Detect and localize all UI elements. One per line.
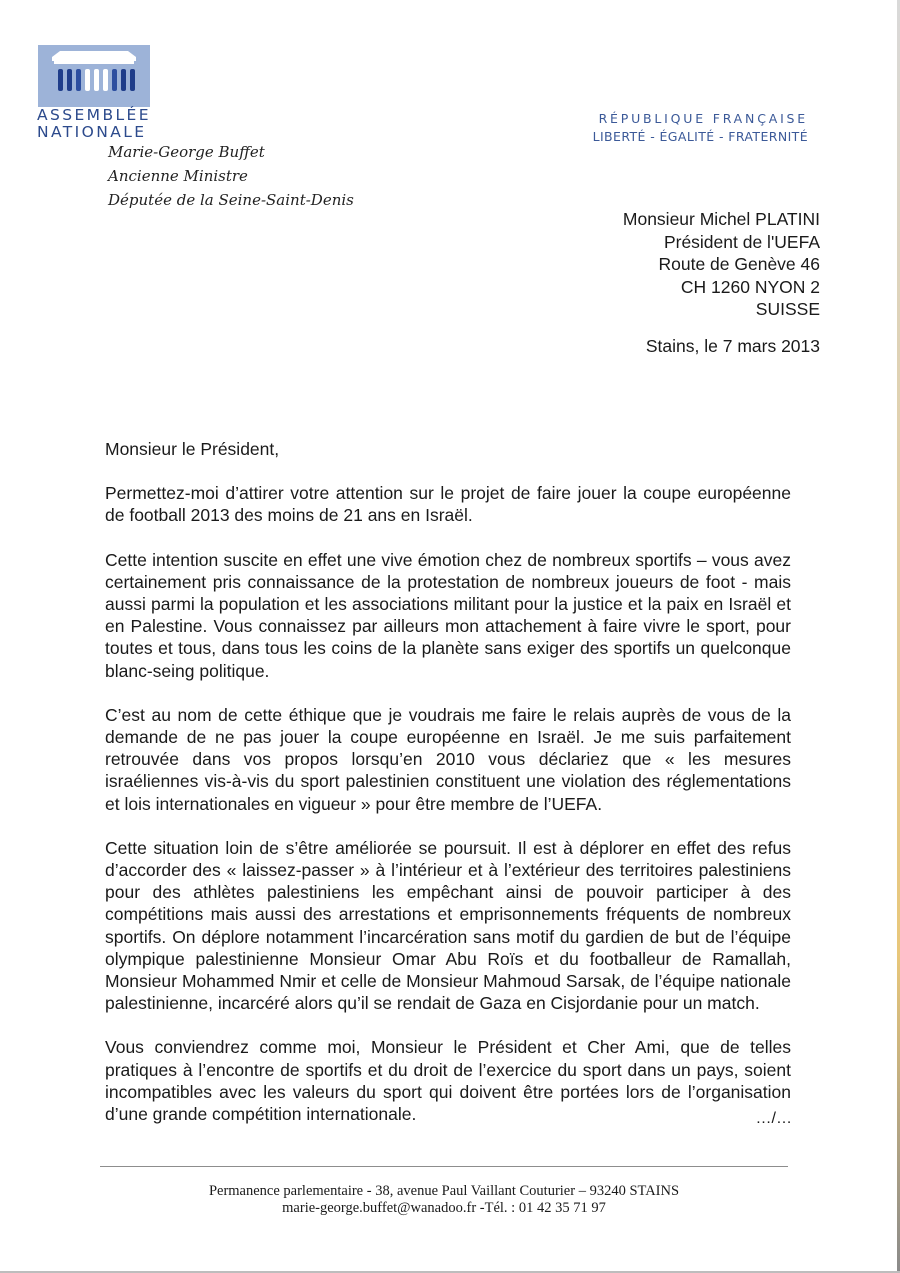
recipient-line: Président de l'UEFA: [663, 231, 820, 252]
continuation-mark: …/…: [755, 1110, 792, 1127]
footer: [100, 1183, 788, 1217]
footer-contact: marie-george.buffet@wanadoo.fr -Tél. : 01 42 35 71 97: [282, 1200, 606, 1216]
letter-date: Stains, le 7 mars 2013: [645, 336, 820, 356]
salutation: Monsieur le Président,: [105, 439, 280, 459]
recipient-line: CH 1260 NYON 2: [680, 276, 820, 297]
republique-francaise-header: [593, 110, 808, 146]
body-paragraph: Cette intention suscite en effet une vive émotion chez de nombreux sportifs – vous avez certainement pris connaissance de la protestation de nombreux joueurs de foot - mais aussi parmi la population et les associations militant pour la justice et la paix en Israël et en Palestine. Vous connaissez par ailleurs mon attachement à faire vivre le sport, pour toutes et tous, dans tous les coins de la planète sans exiger des sportifs un quelconque blanc-seing politique.: [105, 549, 791, 681]
recipient-line: Route de Genève 46: [658, 254, 820, 274]
footer-address: Permanence parlementaire - 38, avenue Paul Vaillant Couturier – 93240 STAINS: [208, 1183, 680, 1199]
recipient-line: Monsieur Michel PLATINI: [622, 209, 820, 229]
body-paragraph: C’est au nom de cette éthique que je voudrais me faire le relais auprès de vous de la demande de ne pas jouer la coupe européenne en Israël. Je me suis parfaitement retrouvée dans vos propos lorsqu’en 2010 vous déclariez que « les mesures israéliennes vis-à-vis du sport palestinien constituent une violation des réglementations et lois internationales en vigueur » pour être membre de l’UEFA.: [105, 704, 791, 814]
sender-block: [108, 140, 354, 212]
body-paragraph: Cette situation loin de s’être améliorée se poursuit. Il est à déplorer en effet des refus d’accorder des « laissez-passer » à l’intérieur et à l’extérieur des territoires palestiniens pour des athlètes palestiniens les empêchant ainsi de pouvoir participer à des compétitions mais aussi des arrestations et emprisonnements fréquents de nombreux sportifs. On déplore notamment l’incarcération sans motif du gardien de but de l’équipe olympique palestinienne Monsieur Omar Abu Roïs et du footballeur de Ramallah, Monsieur Mohammed Nmir et celle de Monsieur Mahmoud Sarsak, de l’équipe nationale palestinienne, incarcéré alors qu’il se rendait de Gaza en Cisjordanie pour un match.: [105, 837, 791, 1014]
letter-body: [105, 438, 791, 1147]
footer-divider: [100, 1166, 788, 1167]
sender-title-former-minister: Ancienne Ministre: [108, 167, 248, 185]
recipient-address: [623, 208, 820, 321]
republic-motto: LIBERTÉ - ÉGALITÉ - FRATERNITÉ: [592, 129, 808, 144]
body-paragraph: Vous conviendrez comme moi, Monsieur le Président et Cher Ami, que de telles pratiques à l’encontre de sportifs et du droit de l’exercice du sport dans un pays, soient incompatibles avec les valeurs du sport qui doivent être portées lors de l’organisation d’une grande compétition internationale.: [105, 1037, 791, 1125]
logo-line-1: ASSEMBLÉE: [37, 106, 151, 124]
assemblee-nationale-building-icon: [38, 45, 150, 107]
logo-line-2: NATIONALE: [37, 123, 147, 141]
recipient-line: SUISSE: [755, 299, 820, 319]
republic-name: RÉPUBLIQUE FRANÇAISE: [598, 111, 808, 126]
assemblee-nationale-wordmark: [37, 107, 151, 141]
sender-title-deputy: Députée de la Seine-Saint-Denis: [108, 191, 354, 209]
sender-name: Marie-George Buffet: [108, 143, 265, 161]
body-paragraph: Permettez-moi d’attirer votre attention sur le projet de faire jouer la coupe européenne de football 2013 des moins de 21 ans en Israël.: [105, 483, 791, 526]
